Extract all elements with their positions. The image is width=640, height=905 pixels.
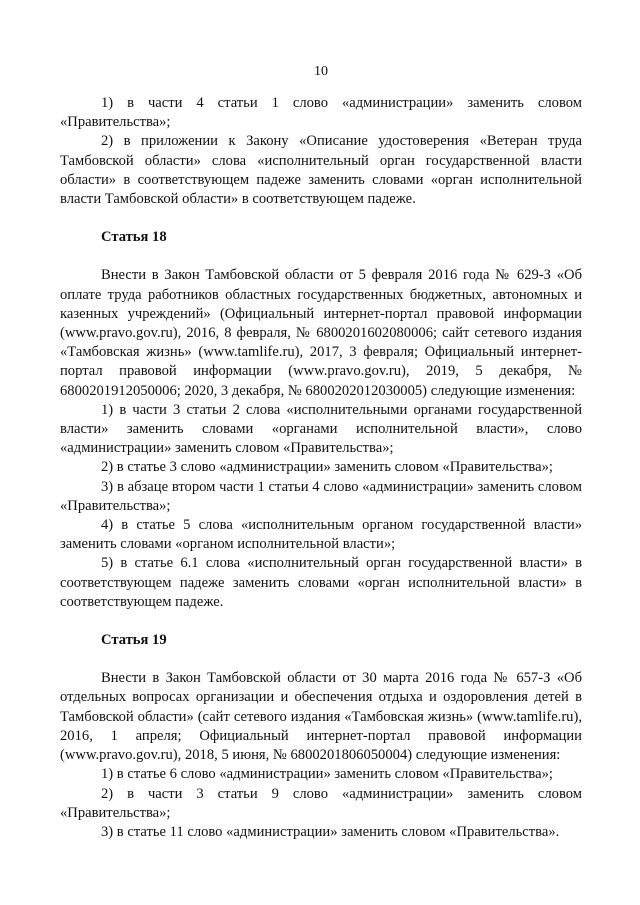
section-gap: [60, 209, 582, 228]
article-19-heading: Статья 19: [101, 632, 167, 649]
article-18-paragraph-1: Внести в Закон Тамбовской области от 5 февраля 2016 года № 629-З «Об оплате труда работников областных государственных бюджетных, автономных и казенных учреждений» (Официальный интернет-портал правовой информации (www.pravo.gov.ru), 2016, 8 февраля, № 6800201602080006; сайт сетевого издания «Тамбовская жизнь» (www.tamlife.ru), 2017, 3 февраля; Официальный интернет-портал правовой информации (www.pravo.gov.ru), 2019, 5 декабря, № 6800201912050006; 2020, 3 декабря, № 6800202012030005) следующие изменения:: [60, 267, 582, 399]
article-19-paragraph-4: 3) в статье 11 слово «администрации» заменить словом «Правительства».: [101, 823, 560, 840]
article-19-paragraph-1: Внести в Закон Тамбовской области от 30 марта 2016 года № 657-З «Об отдельных вопросах организации и обеспечения отдыха и оздоровления детей в Тамбовской области» (сайт сетевого издания «Тамбовская жизнь» (www.tamlife.ru), 2016, 1 апреля; Официальный интернет-портал правовой информации (www.pravo.gov.ru), 2018, 5 июня, № 6800201806050004) следующие изменения:: [60, 670, 582, 764]
article-18-paragraph-2: 1) в части 3 статьи 2 слова «исполнительными органами государственной власти» заменить словами «органами исполнительной власти», слово «администрации» заменить словом «Правительства»;: [60, 401, 582, 457]
section-gap: [60, 650, 582, 669]
document-body: [60, 94, 582, 842]
intro-paragraph-1: 1) в части 4 статьи 1 слово «администрации» заменить словом «Правительства»;: [60, 95, 582, 131]
section-gap: [60, 247, 582, 266]
article-18-paragraph-5: 4) в статье 5 слова «исполнительным органом государственной власти» заменить словами «органом исполнительной власти»;: [60, 517, 582, 553]
article-18-paragraph-6: 5) в статье 6.1 слова «исполнительный орган государственной власти» в соответствующем падеже заменить словами «орган исполнительной власти» в соответствующем падеже.: [60, 555, 582, 610]
article-19-paragraph-3: 2) в части 3 статьи 9 слово «администрации» заменить словом «Правительства»;: [60, 785, 582, 821]
section-gap: [60, 612, 582, 631]
article-19-paragraph-2: 1) в статье 6 слово «администрации» заменить словом «Правительства»;: [101, 766, 553, 783]
page-number: 10: [314, 64, 328, 79]
article-18-paragraph-4: 3) в абзаце втором части 1 статьи 4 слово «администрации» заменить словом «Правительства»;: [60, 478, 582, 514]
intro-paragraph-2: 2) в приложении к Закону «Описание удостоверения «Ветеран труда Тамбовской области» слова «исполнительный орган государственной власти области» в соответствующем падеже заменить словами «орган исполнительной власти Тамбовской области» в соответствующем падеже.: [60, 133, 582, 208]
article-18-paragraph-3: 2) в статье 3 слово «администрации» заменить словом «Правительства»;: [101, 459, 553, 476]
article-18-heading: Статья 18: [101, 229, 167, 246]
